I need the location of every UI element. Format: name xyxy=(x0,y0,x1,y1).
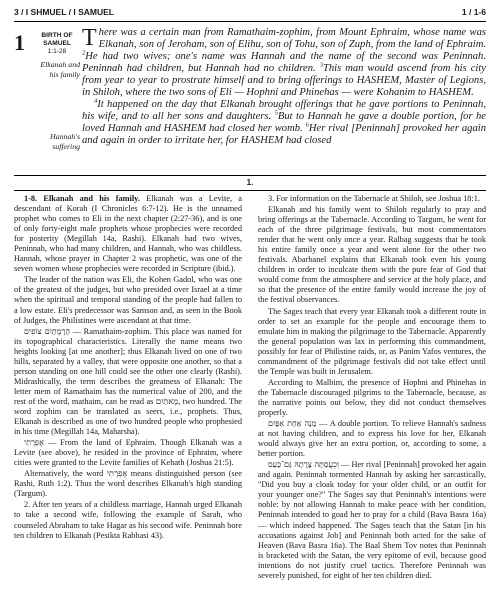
section-title xyxy=(35,32,79,56)
margin-note-hannah-line1: Hannah's xyxy=(50,132,80,141)
drop-cap: T xyxy=(82,25,97,51)
hebrew-lemma-her-rival: וְכִעֲסַתָּה צָרָתָהּ גַּם־כַּעַס xyxy=(268,460,339,470)
chapter-number: 1 xyxy=(14,30,25,55)
verse-number-6: 6 xyxy=(305,121,309,129)
commentary-heading: 1-8. Elkanah and his family. xyxy=(24,194,140,203)
commentary-right-p4: According to Malbim, the presence of Hophni and Phinehas in the Tabernacle discouraged pilgrims to the Tabernacle, because, as the narrative points out below, they did not conduct themselves properly. xyxy=(258,377,486,417)
commentary-left-p2: The leader of the nation was Eli, the Kohen Gadol, who was one of the greatest of the judges, but who presided over Israel at a time when the spiritual and temporal standing of the people had fallen to a low estate. Eli's predecessor was Samson and, as seen in the Book of Judges, the Philistines were ascendant at that time. xyxy=(14,275,242,325)
commentary-right-p2: Elkanah and his family went to Shiloh regularly to pray and bring offerings at the Tabernacle. According to Targum, he went for each of the three pilgrimage festivals, but most commentators render that he went only once a year. Ralbag suggests that he took his entire family once a year and went alone for the other two festivals. Abarbanel explains that Elkanah took even his young children in order to inculcate them with the pure fear of God that would come from the atmosphere and service at the holy place, and so that the presence of the entire family would increase the joy of the festival observances. xyxy=(258,205,486,305)
verse-number-2: 2 xyxy=(82,49,86,57)
verse-2: He had two wives; one's name was Hannah and the name of the second was Peninnah. Peninnah had children, but Hannah had no children. xyxy=(82,50,486,74)
verse-number-5: 5 xyxy=(274,109,278,117)
commentary-left-p3 xyxy=(14,327,242,438)
commentary-right-p3: The Sages teach that every year Elkanah took a different route in order to set an example for the people and encourage them to emulate him in making the pilgrimage to the Tabernacle. Apparently the general population was lax in performing this commandment, possibly for fear of Philistine raids, or, as Panim Yafos ventures, the commandment of the pilgrimage festivals did not take effect until the Temple was built in Jerusalem. xyxy=(258,306,486,376)
commentary-left-p6: 2. After ten years of a childless marriage, Hannah urged Elkanah to take a second wife, following the example of Sarah, who counseled Abraham to take Hagar as his second wife. Peninnah bore ten children to Elkanah (Pesikta Rabbasi 43). xyxy=(14,500,242,540)
margin-note-hannah-line2: suffering xyxy=(52,141,80,151)
commentary-right-p1: 3. For information on the Tabernacle at Shiloh, see Joshua 18:1. xyxy=(268,194,480,203)
verse-paragraph-1 xyxy=(82,27,486,99)
commentary-left-p4 xyxy=(14,438,242,468)
commentary-left-p5: Alternatively, the word אֶפְרָתִי means distinguished person (see Rashi, Ruth 1:2). Thus the word describes Elkanah's high standing (Targum). xyxy=(14,469,242,499)
header-right: 1 / 1-6 xyxy=(461,7,486,17)
commentary-right-p6-text: — Her rival [Peninnah] provoked her again and again. Peninnah tormented Hannah by asking her sarcastically, "Did you buy a cloak today for your older child, or an outfit for your younger one?" The Sages say that Peninnah's intentions were noble: by not allowing Hannah to make peace with her condition, Peninnah intended to goad her to pray for a child (Bava Basra 16a) — which indeed happened. The Sages teach that the Satan [in his accusations against Job] and Peninnah both acted for the sake of Heaven (Bava Basra 16a). The Baal Shem Tov notes that Peninnah is bracketed with the Satan, the very epitome of evil, because good intentions do not justify cruel tactics. Therefore Peninnah was severely punished, for eight of her ten children died. xyxy=(258,460,486,580)
verse-number-4: 4 xyxy=(94,97,98,105)
hebrew-lemma-ramathaim: הָרָמָתַיִם צוֹפִים xyxy=(24,326,70,336)
commentary-right-p5 xyxy=(258,419,486,459)
commentary-right-p5-text: — A double portion. To relieve Hannah's sadness at not having children, and to express his love for her, Elkanah would always give her an extra portion, or, according to some, a better portion. xyxy=(258,419,487,459)
commentary-left-p1 xyxy=(14,194,242,274)
commentary-right-p6 xyxy=(258,460,486,581)
margin-note-elkanah-line1: Elkanah and xyxy=(40,60,80,69)
section-title-line2: SAMUEL xyxy=(43,40,71,47)
commentary-left-p4-text: — From the land of Ephraim. Though Elkanah was a Levite (see above), he resided in the province of Ephraim, where cities were granted to the Levite families of Kehath (Joshua 21:5). xyxy=(14,438,242,468)
commentary-left-p3-text: — Ramathaim-zophim. This place was named for its topographical characteristics. Literally the name means two heights looking [at one another]; thus Elkanah lived on one of two hills, separated by a valley, that were opposite one another, so that a person standing on one hill could see the other one clearly (Rashi). Midrashically, the term describes the greatness of Elkanah: The letter mem of Ramathaim has the numerical value of 200, and the rest of the word, mathaim, can be read as מָאתַיִם, two hundred. The word zophim can be translated as seers, i.e., prophets. Thus, Elkanah is described as one of two hundred people who prophesied in his time (Megillah 14a, Maharsha). xyxy=(14,326,242,437)
verse-number-3: 3 xyxy=(319,61,323,69)
margin-note-elkanah xyxy=(14,60,80,79)
verse-text xyxy=(82,27,486,147)
section-ref: 1:1-28 xyxy=(47,48,67,55)
divider-top xyxy=(14,175,486,176)
verse-paragraph-2 xyxy=(82,99,486,147)
margin-note-hannah xyxy=(14,132,80,151)
commentary-left-column xyxy=(14,194,242,542)
margin-note-elkanah-line2: his family xyxy=(49,69,80,79)
verse-6: Her rival [Peninnah] provoked her again and again in order to irritate her, for HASHEM had closed xyxy=(82,122,486,146)
header-left: 3 / I SHMUEL / I SAMUEL xyxy=(14,7,114,17)
running-header xyxy=(14,7,486,22)
verse-5: But to Hannah he gave a double portion, for he loved Hannah and HASHEM had closed her womb. xyxy=(82,110,486,134)
verse-1: here was a certain man from Ramathaim-zophim, from Mount Ephraim, whose name was Elkanah, son of Jeroham, son of Elihu, son of Tohu, son of Zuph, from the land of Ephraim. xyxy=(98,27,486,50)
hebrew-lemma-ephraim: אֶפְרָתִי xyxy=(24,438,44,448)
commentary-number: 1. xyxy=(246,178,254,187)
commentary-right-column xyxy=(258,194,486,582)
commentary-left-p1-text: Elkanah was a Levite, a descendant of Korah (I Chronicles 6:7-12). He is the unnamed prophet who comes to Eli in the next chapter (2:27-36), and is one of only forty-eight male prophets whose prophecies were recorded for posterity (Megillah 14a, Rashi). Elkanah had two wives, Peninnah, who had many children, and Hannah, who was childless. Hannah, whose prayer in Chapter 2 was prophetic, was one of the seven women whose prophecies were recorded in Scripture (ibid.). xyxy=(14,194,242,274)
hebrew-lemma-double-portion: מָנָה אַחַת אַפָּיִם xyxy=(268,419,317,429)
divider-middle xyxy=(14,190,486,191)
verse-4: It happened on the day that Elkanah brought offerings that he gave portions to Peninnah, his wife, and to all her sons and daughters. xyxy=(82,98,486,122)
section-title-line1: BIRTH OF xyxy=(41,32,73,39)
verse-3: This man would ascend from his city from year to year to prostrate himself and to bring offerings to HASHEM, Master of Legions, in Shiloh, where the two sons of Eli — Hophni and Phinehas — were Kohanim to HASHEM. xyxy=(82,62,486,98)
